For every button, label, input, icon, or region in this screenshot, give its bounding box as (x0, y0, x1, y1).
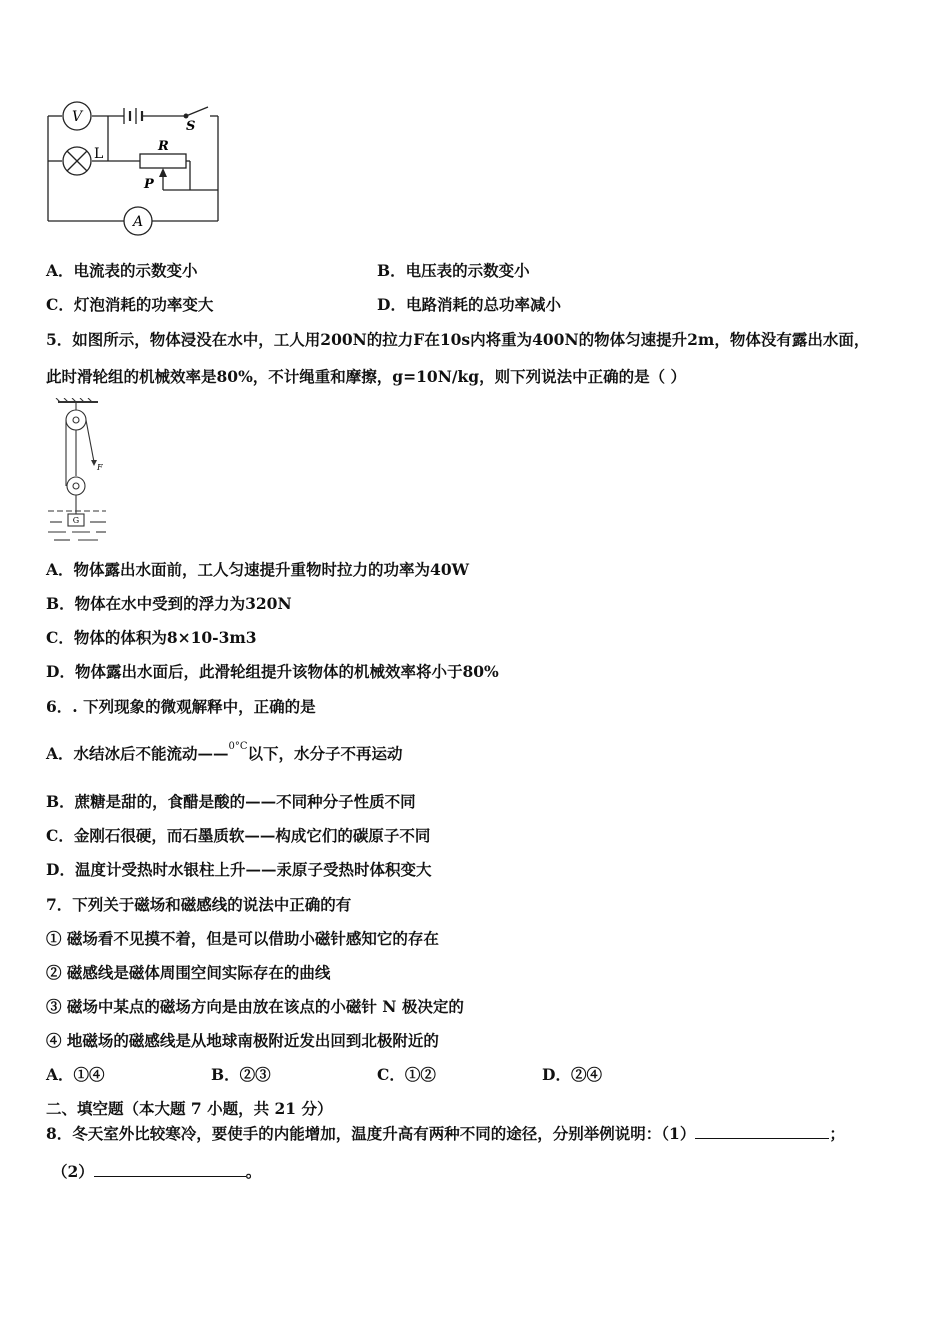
q7-stem: 7．下列关于磁场和磁感线的说法中正确的有 (46, 895, 352, 914)
q8-end: 。 (245, 1162, 262, 1181)
switch-label: S (186, 119, 196, 134)
q8-separator: ； (829, 1124, 845, 1143)
q8-line1 (46, 1124, 845, 1144)
pulley-object-label: G (72, 516, 80, 525)
q4-option-b: B．电压表的示数变小 (377, 261, 530, 280)
q6-option-a-post: 以下，水分子不再运动 (247, 744, 403, 763)
ammeter-label: A (132, 214, 144, 230)
q6-option-c: C．金刚石很硬，而石墨质软——构成它们的碳原子不同 (46, 826, 431, 845)
section-heading: 二、填空题（本大题 7 小题，共 21 分） (46, 1099, 333, 1118)
q6-stem: 6．. 下列现象的微观解释中，正确的是 (46, 697, 316, 716)
q7-option-a: A．①④ (46, 1065, 105, 1084)
pulley-diagram (46, 398, 116, 543)
q5-option-c: C．物体的体积为8×10-3m3 (46, 628, 257, 647)
q8-part2-label: （2） (52, 1162, 94, 1181)
q5-option-d: D．物体露出水面后，此滑轮组提升该物体的机械效率将小于80% (46, 662, 499, 681)
q8-answer-blank-2[interactable] (94, 1162, 246, 1177)
q6-option-d: D．温度计受热时水银柱上升——汞原子受热时体积变大 (46, 860, 432, 879)
q7-statement-2: ② 磁感线是磁体周围空间实际存在的曲线 (46, 963, 331, 982)
q5-option-b: B．物体在水中受到的浮力为320N (46, 594, 292, 613)
q8-answer-blank-1[interactable] (695, 1124, 829, 1139)
q6-option-b: B．蔗糖是甜的，食醋是酸的——不同种分子性质不同 (46, 792, 416, 811)
q7-option-d: D．②④ (542, 1065, 602, 1084)
q5-stem-line1: 5．如图所示，物体浸没在水中，工人用200N的拉力F在10s内将重为400N的物体匀速提升2m，物体没有露出水面， (46, 330, 870, 349)
q7-statement-3: ③ 磁场中某点的磁场方向是由放在该点的小磁针 N 极决定的 (46, 997, 464, 1016)
slider-label: P (144, 177, 154, 192)
lamp-label: L (94, 146, 104, 162)
q6-option-a-pre: A．水结冰后不能流动—— (46, 744, 229, 763)
q6-option-a-temp: 0°C (228, 741, 248, 752)
q7-statement-4: ④ 地磁场的磁感线是从地球南极附近发出回到北极附近的 (46, 1031, 439, 1050)
resistor-label: R (158, 139, 169, 154)
q7-option-c: C．①② (377, 1065, 436, 1084)
voltmeter-label: V (71, 109, 83, 125)
pulley-force-label: F (97, 463, 103, 472)
q8-line2 (52, 1162, 261, 1182)
q5-option-a: A．物体露出水面前，工人匀速提升重物时拉力的功率为40W (46, 560, 470, 579)
circuit-diagram (40, 98, 230, 238)
q6-option-a (46, 737, 403, 764)
q4-option-c: C．灯泡消耗的功率变大 (46, 295, 214, 314)
q8-stem: 8．冬天室外比较寒冷，要使手的内能增加，温度升高有两种不同的途径，分别举例说明：（1） (46, 1124, 696, 1143)
q7-option-b: B．②③ (211, 1065, 271, 1084)
q4-option-a: A．电流表的示数变小 (46, 261, 198, 280)
q7-statement-1: ① 磁场看不见摸不着，但是可以借助小磁针感知它的存在 (46, 929, 439, 948)
q5-stem-line2: 此时滑轮组的机械效率是80%，不计绳重和摩擦，g=10N/kg，则下列说法中正确的是（ ） (46, 367, 686, 386)
q4-option-d: D．电路消耗的总功率减小 (377, 295, 561, 314)
